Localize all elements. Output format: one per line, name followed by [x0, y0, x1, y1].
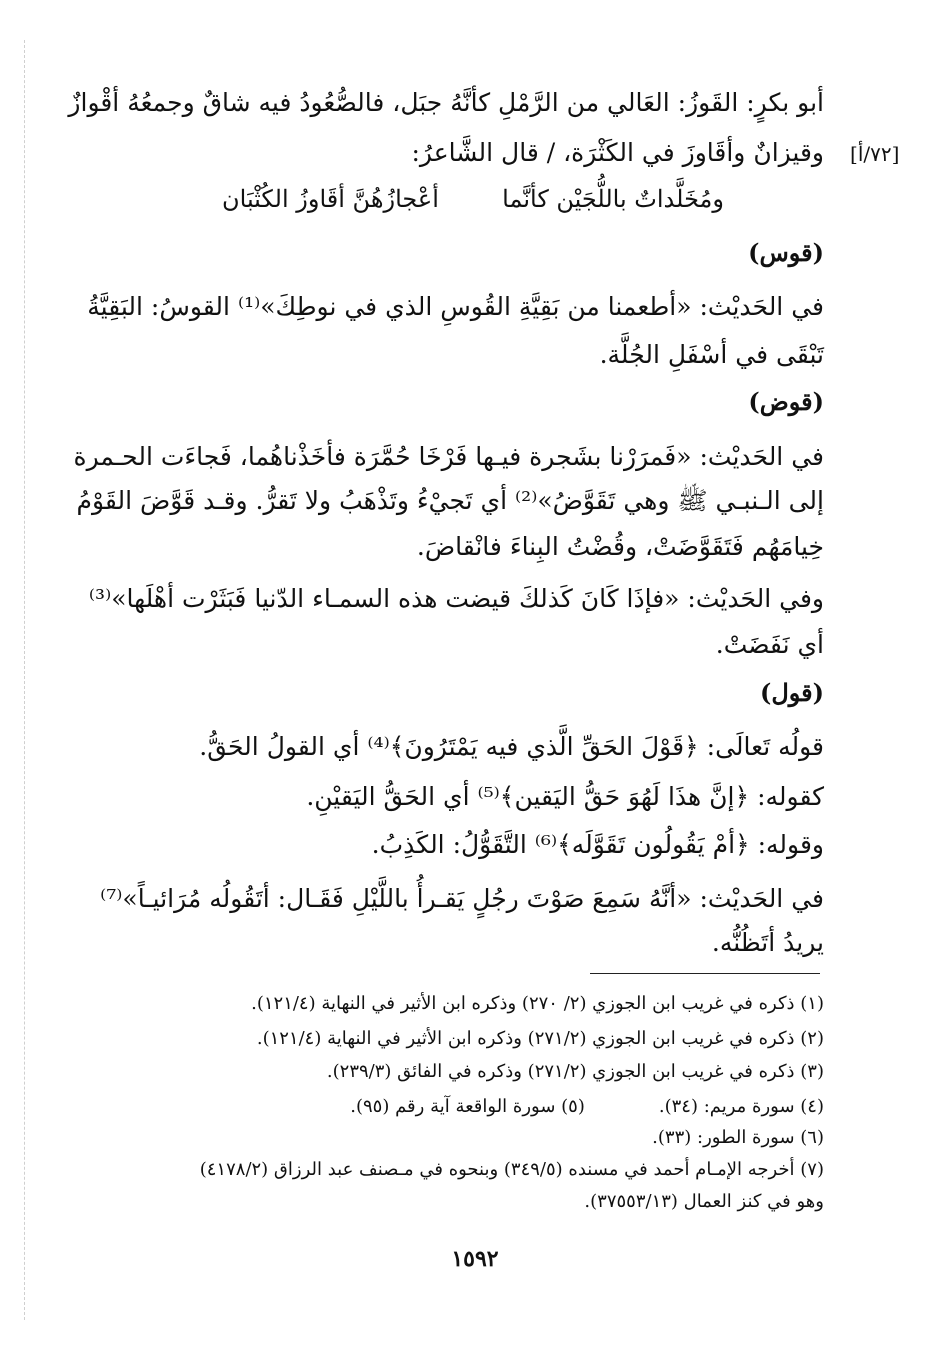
section-heading-qaws: (قوس) [748, 238, 824, 267]
qaws-line-2: تَبْقَى في أسْفَلِ الجُلَّة. [599, 340, 824, 369]
footnote-7-line-2: وهو في كنز العمال (٣٧٥٥٣/١٣). [584, 1191, 824, 1212]
qawd-line-4: وفي الحَديْث: «فإذَا كَانَ كَذلكَ قيضت هذه السمـاء الدّنيا فَبَثَرْت أهْلَها»⁽³⁾ [88, 584, 824, 613]
section-heading-qawd: (قوض) [748, 387, 824, 416]
footnote-2: (٢) ذكره في غريب ابن الجوزي (٢٧١/٢) وذكره ابن الأثير في النهاية (١٢١/٤). [256, 1028, 824, 1049]
qawd-line-1: في الحَديْث: «فَمرَرْنا بشَجرة فيـها فَرْخَا حُمَّرَة فأخَذْناهُما، فَجاءَت الحـمرة [73, 442, 824, 471]
footnote-7-line-1: (٧) أخرجه الإمـام أحمد في مسنده (٣٤٩/٥) وبنحوه في مـصنف عبد الرزاق (٤١٧٨/٢) [199, 1159, 824, 1180]
footnote-3: (٣) ذكره في غريب ابن الجوزي (٢٧١/٢) وذكره في الفائق (٢٣٩/٣). [326, 1061, 824, 1082]
qawl-line-1: قولُه تَعالَى: ﴿قَوْلَ الحَقِّ الَّذي فيه يَمْتَرُونَ﴾⁽⁴⁾ أي القولُ الحَقُّ. [199, 732, 824, 761]
qawl-line-5: يريدُ أتَظُنُّه. [711, 928, 824, 957]
footnote-1: (١) ذكره في غريب ابن الجوزي (٢/ ٢٧٠) وذكره ابن الأثير في النهاية (١٢١/٤). [251, 993, 824, 1014]
qawd-line-2: إلى الـنبـي ﷺ وهي تَقَوَّضُ»⁽²⁾ أي تَجيْءُ وتَذْهَبُ ولا تَقرُّ. وقـد قَوَّضَ القَوْمُ [76, 486, 824, 515]
footnote-6: (٦) سورة الطور: (٣٣). [652, 1127, 824, 1148]
text-line-1: أبو بكرٍ: القَوزُ: العَالي من الرَّمْلِ كأنَّهُ جبَل، فالصُّعُودُ فيه شاقٌ وجمعُهُ أقْوازٌ [68, 88, 824, 117]
poetry-verse-first-hemistich: ومُخَلَّداتٌ باللُّجَيْن كأنَّما [502, 185, 724, 213]
footnote-separator [590, 973, 820, 974]
poetry-verse-second-hemistich: أعْجازُهُنَّ أقَاوزُ الكُثْبَان [222, 185, 439, 213]
section-heading-qawl: (قول) [759, 678, 824, 707]
qawd-line-5: أي نَفَضَتْ. [715, 630, 824, 659]
qaws-line-1: في الحَديْث: «أطعمنا من بَقِيَّةِ القُوسِ الذي في نوطِكَ»⁽¹⁾ القوسُ: البَقِيَّةُ [87, 292, 824, 321]
margin-folio-reference: [٧٢/أ] [850, 142, 900, 166]
footnote-5: (٥) سورة الواقعة آية رقم (٩٥). [350, 1096, 585, 1117]
qawl-line-2: كقوله: ﴿إنَّ هذَا لَهُوَ حَقُّ اليَقين﴾⁽⁵⁾ أي الحَقُّ اليَقيْنِ. [306, 782, 824, 811]
footnote-row-4-5 [124, 1093, 824, 1121]
text-line-2: وقيزانٌ وأقَاوزَ في الكَثْرَة، / قال الشَّاعرُ: [411, 138, 824, 167]
qawd-line-3: خِيامَهُم فَتَقَوَّضَتْ، وقُضْتُ البِناءَ فانْقاضَ. [416, 532, 824, 561]
qawl-line-3: وقوله: ﴿أمْ يَقُولُون تَقَوَّلَه﴾⁽⁶⁾ التَّقَوُّلُ: الكَذِبُ. [371, 830, 824, 859]
scan-edge-divider [24, 40, 25, 1320]
qawl-line-4: في الحَديْث: «أنَّهُ سَمِعَ صَوْتَ رجُلٍ يَقـرأُ باللَّيْلِ فَقَـال: أتَقُولُه مُرَائيـاً»⁽⁷⁾ [100, 884, 824, 913]
footnote-4: (٤) سورة مريم: (٣٤). [658, 1096, 824, 1117]
page-number: ١٥٩٢ [451, 1246, 499, 1272]
